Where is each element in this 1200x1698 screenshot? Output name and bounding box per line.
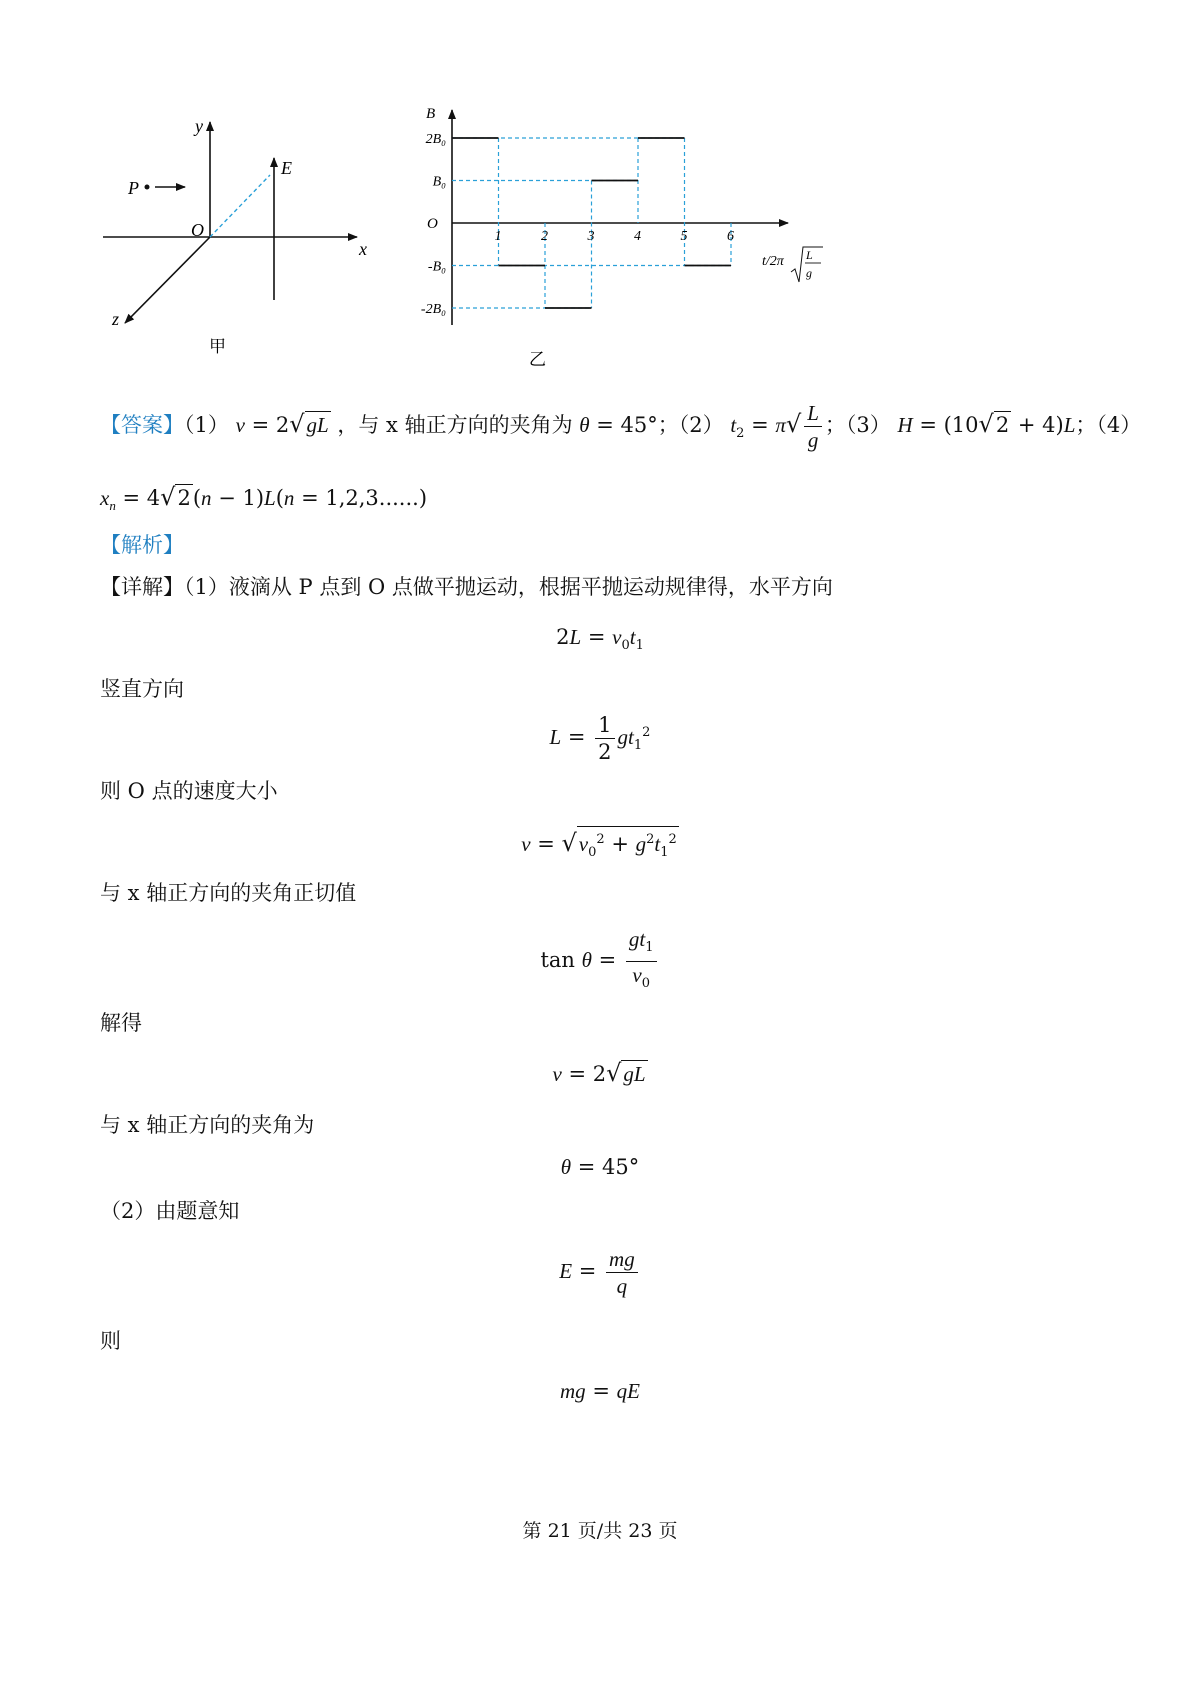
caption-a: 甲 (209, 337, 226, 356)
text-angle: 与 x 轴正方向的夹角为 (100, 1113, 315, 1137)
eq-tan: tan θ = $\frac{gt_1}{v_0}$ (0, 926, 1200, 997)
answer-line-1: 【答案】（1） v = 2√gL ，与 x 轴正方向的夹角为 θ = 45°；（2） $t_2 = \pi√$ $\frac{L}{g}$ ；（3） H = (10√2 + 4)L；（4） (100, 401, 1142, 452)
dashed-path (210, 175, 270, 237)
y-tick-3: -2B₀ (420, 302, 446, 317)
answer-p3: ；（3） (824, 413, 891, 437)
label-y: y (195, 116, 203, 136)
svg-text:L: L (806, 248, 813, 262)
x-tick-1: 1 (494, 229, 502, 244)
label-p: P (128, 178, 139, 198)
figure-b (405, 100, 835, 385)
label-x: x (359, 239, 367, 259)
text-part2: （2）由题意知 (100, 1199, 240, 1223)
point-p (145, 185, 150, 190)
label-b: B (426, 106, 436, 122)
y-tick-2: -B₀ (427, 259, 446, 275)
y-tick-1: B₀ (432, 174, 446, 190)
answer-p4: ；（4） (1075, 413, 1142, 437)
text-then: 则 (100, 1329, 121, 1353)
label-z: z (112, 309, 120, 329)
eq-v-result: v = 2√gL (552, 1059, 646, 1087)
svg-text:g: g (806, 266, 812, 280)
eq-e-field: E = $\frac{mg}{q}$ (0, 1246, 1200, 1299)
eq-speed: $v = √v_0^2 + g^2t_1^2$ (0, 826, 1200, 866)
eq-vertical: L = $\frac{1}{2}$ $gt_1^2$ (549, 713, 651, 764)
analysis-label: 【解析】 (100, 533, 184, 557)
eq-theta: θ = 45° (560, 1155, 640, 1179)
x-tick-6: 6 (727, 229, 734, 244)
text-vertical: 竖直方向 (100, 677, 184, 701)
label-origin-b: O (427, 216, 438, 232)
detail-label: 【详解】 (100, 575, 184, 599)
detail-intro (100, 572, 833, 602)
answer-p1-text: ，与 x 轴正方向的夹角为 (337, 413, 573, 437)
x-tick-3: 3 (587, 229, 595, 244)
answer-p2: ；（2） (657, 413, 724, 437)
x-tick-5: 5 (680, 229, 688, 244)
text-tan-angle: 与 x 轴正方向的夹角正切值 (100, 881, 357, 905)
answer-p1: （1） (184, 413, 229, 437)
answer-line-2: $x_n = 4√2(n - 1)L(n = 1,2,3......)$ (100, 483, 428, 514)
caption-b: 乙 (529, 350, 546, 369)
label-e: E (281, 158, 292, 178)
text-speed-at-o: 则 O 点的速度大小 (100, 779, 278, 803)
figure-a (95, 110, 395, 370)
page-footer: 第 21 页/共 23 页 (522, 1520, 678, 1542)
eq-mg-qe: mg = qE (560, 1379, 640, 1403)
answer-label: 【答案】 (100, 413, 184, 437)
z-axis (125, 237, 210, 323)
x-tick-4: 4 (634, 229, 641, 244)
detail-intro-text: （1）液滴从 P 点到 O 点做平抛运动，根据平抛运动规律得，水平方向 (184, 575, 833, 599)
eq-horizontal: $2L = v_0t_1$ (556, 625, 644, 654)
label-o: O (191, 220, 204, 240)
text-solve: 解得 (100, 1011, 142, 1035)
x-tick-2: 2 (541, 229, 548, 244)
x-unit-label (762, 247, 823, 282)
y-tick-0: 2B₀ (425, 132, 446, 147)
x-unit-text: t/2π (762, 254, 784, 269)
